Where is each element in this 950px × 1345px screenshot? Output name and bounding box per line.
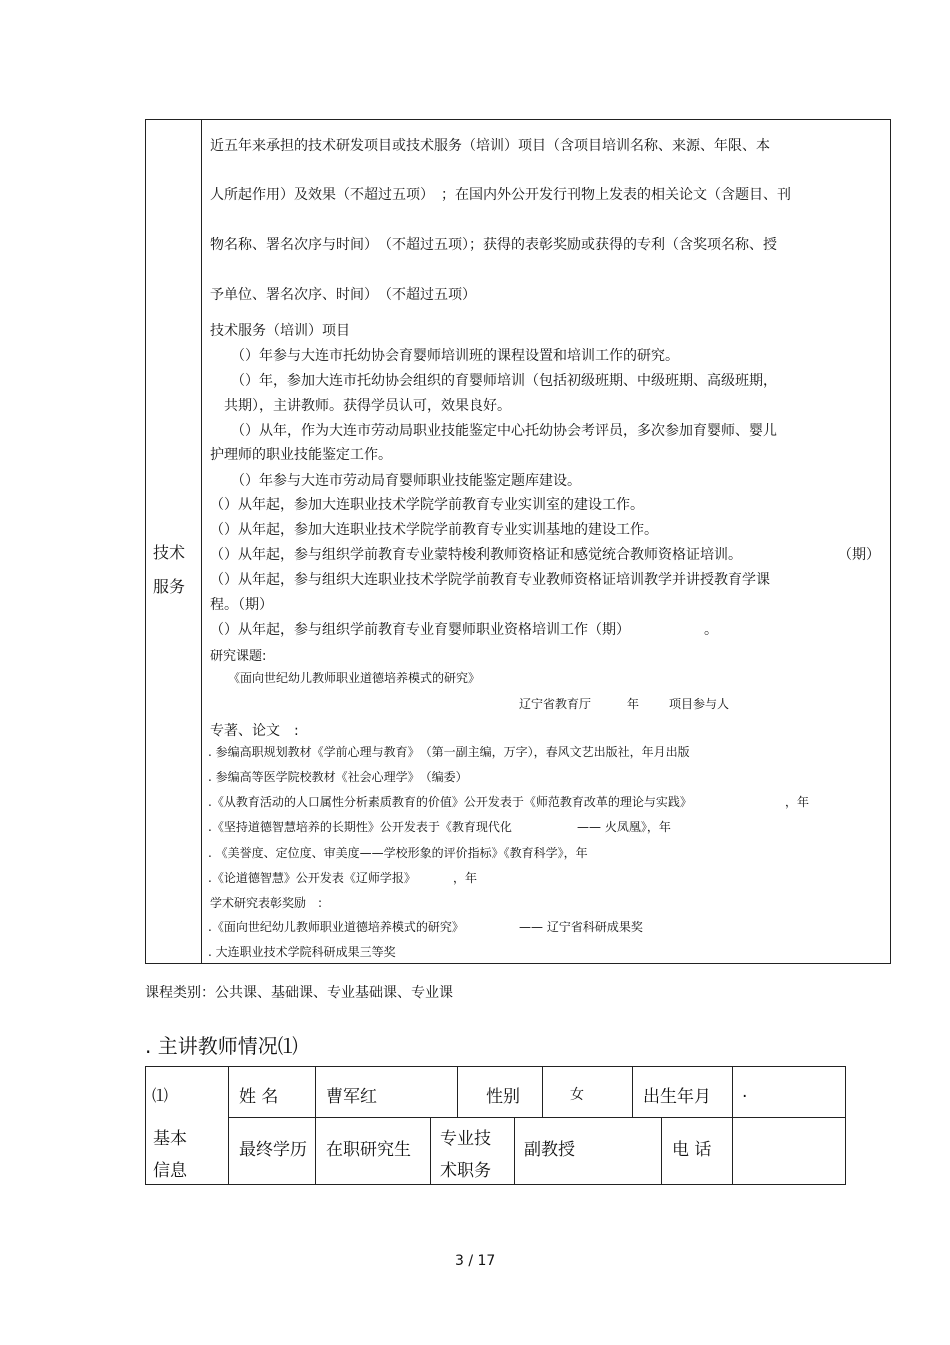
basic-info-label-line1: 基本 — [153, 1129, 187, 1149]
work-item-suffix: ，年 — [785, 795, 810, 809]
course-category: 课程类别：公共课、基础课、专业基础课、专业课 — [145, 985, 453, 1001]
work-item: . 参编高职规划教材《学前心理与教育》 （第一副主编，万字），春风文艺出版社，年月出版 — [208, 745, 690, 759]
service-heading: 技术服务（培训）项目 — [210, 323, 350, 339]
service-item: （）从年起，参与组织大连职业技术学院学前教育专业教师资格证培训教学并讲授教育学课 — [210, 572, 770, 588]
teacher-index: ⑴ — [152, 1086, 169, 1105]
name-label: 姓 名 — [239, 1087, 279, 1107]
section-label-line1: 技术 — [153, 543, 186, 562]
service-item-suffix: 。 — [704, 622, 718, 638]
service-item: （）从年起，参加大连职业技术学院学前教育专业实训室的建设工作。 — [210, 497, 644, 513]
teacher-table-col-divider — [661, 1117, 662, 1185]
work-item: .《坚持道德智慧培养的长期性》公开发表于《教育现代化 — [208, 820, 512, 834]
teacher-table-col-divider — [228, 1066, 229, 1185]
phone-label: 电 话 — [672, 1140, 712, 1160]
service-item: （）年参与大连市托幼协会育婴师培训班的课程设置和培训工作的研究。 — [231, 348, 679, 364]
research-heading: 研究课题: — [210, 649, 267, 664]
intro-line: 近五年来承担的技术研发项目或技术服务（培训）项目（含项目培训名称、来源、年限、本 — [210, 138, 770, 154]
gender-label: 性别 — [486, 1087, 520, 1107]
birth-value: . — [742, 1082, 748, 1102]
service-item: 护理师的职业技能鉴定工作。 — [210, 447, 392, 463]
professional-title-label-line2: 术职务 — [440, 1161, 491, 1181]
page-number: 3 / 17 — [455, 1253, 496, 1269]
education-label: 最终学历 — [239, 1140, 307, 1160]
professional-title-label-line1: 专业技 — [440, 1129, 491, 1149]
name-value: 曹军红 — [326, 1087, 377, 1107]
work-item-suffix: —— 火凤凰》，年 — [577, 820, 671, 834]
research-title: 《面向世纪幼儿教师职业道德培养模式的研究》 — [228, 671, 481, 685]
service-item: （）年，参加大连市托幼协会组织的育婴师培训（包括初级班期、中级班期、高级班期， — [231, 373, 777, 389]
service-item: 共期），主讲教师。获得学员认可，效果良好。 — [224, 398, 511, 414]
birth-label: 出生年月 — [643, 1087, 711, 1107]
work-item: .《论道德智慧》公开发表《辽师学报》 — [208, 871, 416, 885]
tech-service-divider — [201, 119, 202, 964]
section-label-line2: 服务 — [153, 577, 186, 596]
service-item: （）从年起，参与组织学前教育专业育婴师职业资格培训工作（期） — [210, 622, 630, 638]
works-heading: 专著、论文 : — [210, 723, 299, 739]
research-year: 年 — [627, 697, 640, 711]
section2-title: . 主讲教师情况⑴ — [145, 1034, 298, 1058]
intro-line: 人所起作用）及效果（不超过五项） ；在国内外公开发行刊物上发表的相关论文（含题目、刊 — [210, 187, 791, 203]
teacher-table-row-divider — [228, 1117, 846, 1118]
service-item-suffix: （期） — [838, 547, 880, 563]
intro-line: 物名称、署名次序与时间） （不超过五项）；获得的表彰奖励或获得的专利（含奖项名称、授 — [210, 237, 777, 253]
award-item: . 大连职业技术学院科研成果三等奖 — [208, 945, 396, 959]
service-item: 程。（期） — [210, 597, 273, 613]
gender-value: 女 — [570, 1087, 584, 1103]
intro-line: 予单位、署名次序、时间） （不超过五项） — [210, 287, 476, 303]
teacher-table-col-divider — [430, 1117, 431, 1185]
research-role: 项目参与人 — [669, 697, 730, 711]
teacher-table-col-divider — [514, 1117, 515, 1185]
work-item: . 参编高等医学院校教材《社会心理学》 （编委） — [208, 770, 468, 784]
work-item: . 《美誉度、定位度、审美度——学校形象的评价指标》《教育科学》，年 — [208, 846, 588, 860]
professional-title-value: 副教授 — [524, 1140, 575, 1160]
work-item: .《从教育活动的人口属性分析素质教育的价值》公开发表于《师范教育改革的理论与实践》 — [208, 795, 692, 809]
teacher-table-col-divider — [315, 1066, 316, 1185]
award-item-suffix: —— 辽宁省科研成果奖 — [519, 920, 643, 934]
research-source: 辽宁省教育厅 — [519, 697, 592, 711]
education-value: 在职研究生 — [326, 1140, 411, 1160]
service-item: （）从年起，参加大连职业技术学院学前教育专业实训基地的建设工作。 — [210, 522, 658, 538]
basic-info-label-line2: 信息 — [153, 1161, 187, 1181]
award-item: .《面向世纪幼儿教师职业道德培养模式的研究》 — [208, 920, 464, 934]
teacher-table-col-divider — [632, 1066, 633, 1117]
service-item: （）年参与大连市劳动局育婴师职业技能鉴定题库建设。 — [231, 473, 581, 489]
service-item: （）从年起，参与组织学前教育专业蒙特梭利教师资格证和感觉统合教师资格证培训。 — [210, 547, 742, 563]
work-item-suffix: ，年 — [453, 871, 478, 885]
awards-heading: 学术研究表彰奖励 : — [210, 896, 323, 910]
service-item: （）从年，作为大连市劳动局职业技能鉴定中心托幼协会考评员，多次参加育婴师、婴儿 — [231, 423, 777, 439]
teacher-table-col-divider — [732, 1066, 733, 1117]
teacher-table-col-divider — [732, 1117, 733, 1185]
teacher-table-col-divider — [457, 1066, 458, 1117]
teacher-table-col-divider — [542, 1066, 543, 1117]
